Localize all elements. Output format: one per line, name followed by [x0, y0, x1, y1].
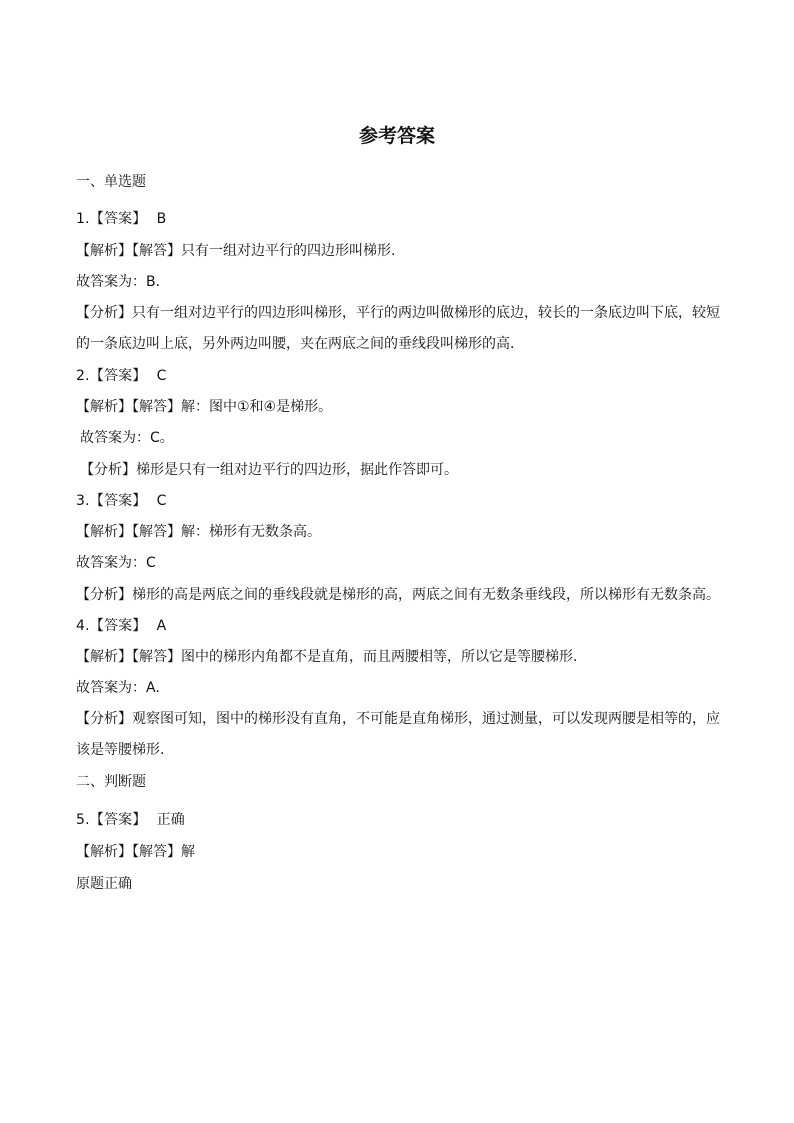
q4-jiexi: 【解析】【解答】图中的梯形内角都不是直角，而且两腰相等，所以它是等腰梯形.: [76, 649, 578, 665]
q4-answer: [76, 616, 726, 636]
q2-conclusion: 故答案为：C。: [80, 430, 174, 446]
q5-jiexi: 【解析】【解答】解: [76, 844, 195, 860]
q4-answer-label: 4.【答案】: [76, 618, 147, 634]
q3-fenxi: 【分析】梯形的高是两底之间的垂线段就是梯形的高，两底之间有无数条垂线段，所以梯形有无数条高。: [76, 587, 720, 603]
q3-jiexi: 【解析】【解答】解：梯形有无数条高。: [76, 524, 321, 540]
q2-fenxi: 【分析】梯形是只有一组对边平行的四边形，据此作答即可。: [80, 462, 458, 478]
q3-answer-value: C: [156, 493, 167, 509]
q3-answer: [76, 491, 726, 511]
q2-answer-value: C: [156, 368, 167, 384]
section-heading-single-choice: 一、单选题: [76, 174, 146, 190]
q2-answer-label: 2.【答案】: [76, 368, 147, 384]
q1-answer: [76, 209, 726, 229]
q3-conclusion: 故答案为：C: [76, 555, 156, 571]
q4-conclusion: 故答案为：A.: [76, 680, 160, 696]
q1-answer-value: B: [156, 211, 167, 227]
q4-answer-value: A: [156, 618, 167, 634]
q1-fenxi: 【分析】只有一组对边平行的四边形叫梯形，平行的两边叫做梯形的底边，较长的一条底边叫下底，较短的一条底边叫上底，另外两边叫腰，夹在两底之间的垂线段叫梯形的高.: [76, 305, 720, 352]
section-heading-true-false: 二、判断题: [76, 774, 146, 790]
q5-answer-value: 正确: [156, 812, 185, 828]
q4-fenxi: 【分析】观察图可知，图中的梯形没有直角，不可能是直角梯形，通过测量，可以发现两腰是相等的，应该是等腰梯形.: [76, 711, 720, 758]
page-title: 参考答案: [358, 125, 435, 147]
q3-answer-label: 3.【答案】: [76, 493, 147, 509]
q2-jiexi: 【解析】【解答】解：图中①和④是梯形。: [76, 399, 333, 415]
q2-answer: [76, 366, 726, 386]
q1-conclusion: 故答案为：B.: [76, 274, 161, 290]
q5-answer: [76, 810, 726, 830]
q1-answer-label: 1.【答案】: [76, 211, 147, 227]
q1-jiexi: 【解析】【解答】只有一组对边平行的四边形叫梯形.: [76, 243, 396, 259]
q5-answer-label: 5.【答案】: [76, 812, 147, 828]
q5-conclusion: 原题正确: [76, 876, 132, 892]
